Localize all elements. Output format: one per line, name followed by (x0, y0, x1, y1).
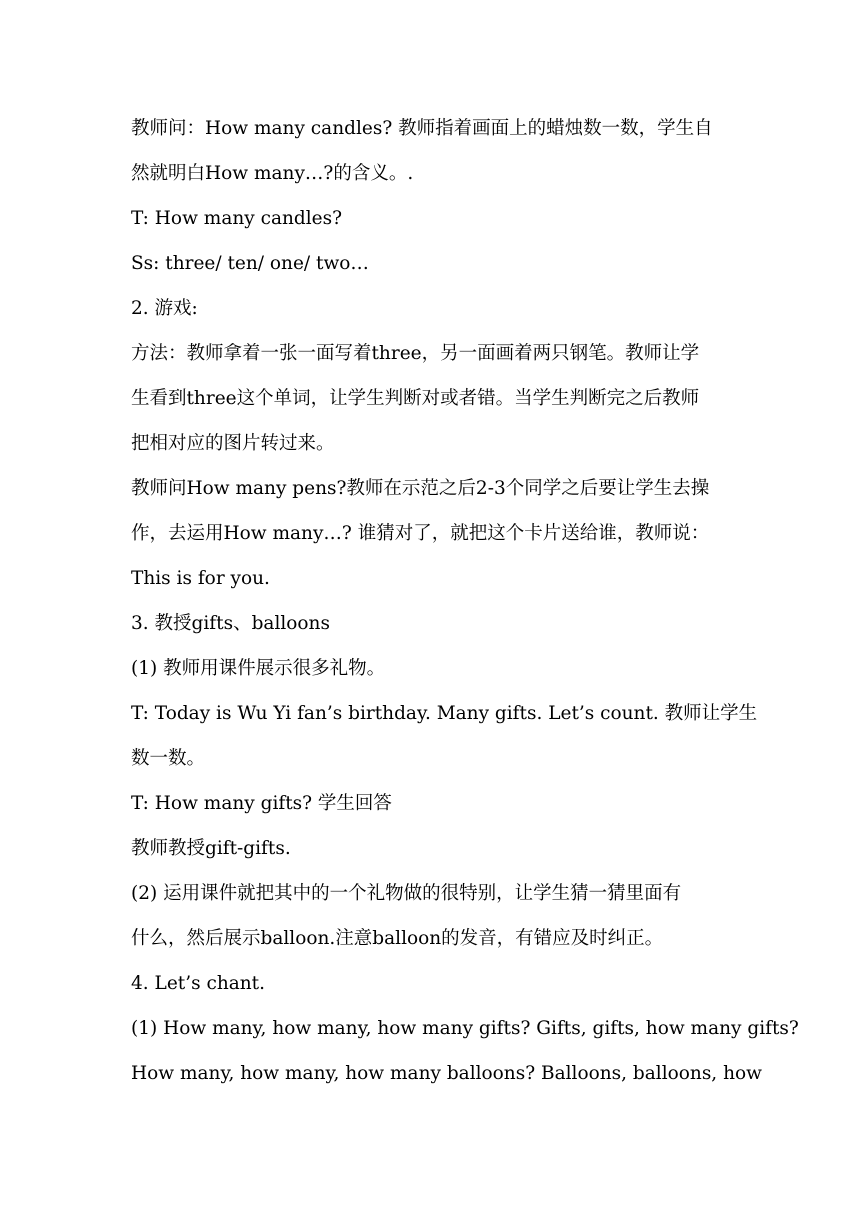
text-line: How many, how many, how many balloons? Balloons, balloons, how (131, 1063, 762, 1084)
text-line: 然就明白How many…?的含义。. (131, 163, 414, 184)
text-line: 教师问：How many candles? 教师指着画面上的蜡烛数一数，学生自 (131, 118, 713, 139)
section-heading: 3. 教授gifts、balloons (131, 613, 330, 634)
text-line: 方法：教师拿着一张一面写着three，另一面画着两只钢笔。教师让学 (131, 343, 700, 364)
text-line: 把相对应的图片转过来。 (131, 433, 335, 454)
text-line: 教师问How many pens?教师在示范之后2-3个同学之后要让学生去操 (131, 478, 710, 499)
text-line: (1) 教师用课件展示很多礼物。 (131, 658, 386, 679)
text-line: T: How many candles? (131, 208, 343, 229)
text-line: Ss: three/ ten/ one/ two… (131, 253, 369, 274)
text-line: 教师教授gift-gifts. (131, 838, 291, 859)
text-line: 生看到three这个单词，让学生判断对或者错。当学生判断完之后教师 (131, 388, 700, 409)
text-line: This is for you. (131, 568, 270, 589)
text-line: T: Today is Wu Yi fan’s birthday. Many gifts. Let’s count. 教师让学生 (131, 703, 758, 724)
text-line: 作，去运用How many…? 谁猜对了，就把这个卡片送给谁，教师说： (131, 523, 710, 544)
section-heading: 2. 游戏: (131, 298, 198, 319)
text-line: 数一数。 (131, 748, 206, 769)
text-line: 什么，然后展示balloon.注意balloon的发音，有错应及时纠正。 (131, 928, 664, 949)
text-line: (1) How many, how many, how many gifts? Gifts, gifts, how many gifts? (131, 1018, 799, 1039)
text-line: T: How many gifts? 学生回答 (131, 793, 392, 814)
text-line: (2) 运用课件就把其中的一个礼物做的很特别，让学生猜一猜里面有 (131, 883, 682, 904)
section-heading: 4. Let’s chant. (131, 973, 265, 994)
